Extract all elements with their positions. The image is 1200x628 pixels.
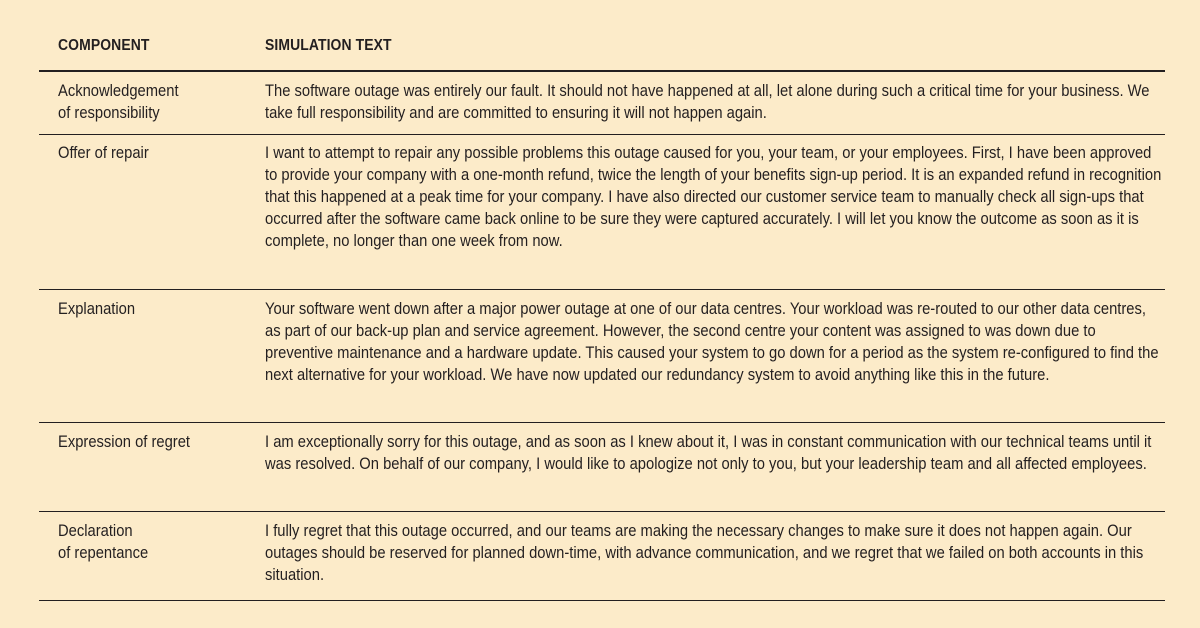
component-cell	[39, 431, 265, 453]
component-label: Acknowledgement of responsibility	[58, 82, 179, 122]
simulation-text-cell	[265, 142, 1200, 252]
table-header-row	[39, 26, 1165, 72]
component-label: Expression of regret	[58, 433, 191, 451]
table-row	[39, 290, 1165, 423]
table-row	[39, 512, 1165, 601]
component-cell	[39, 298, 265, 320]
simulation-text: I fully regret that this outage occurred, and our teams are making the necessary changes to make sure it does not happen again. Our outages should be reserved for planned down-time, with advance communication, and we regret that we failed on both accounts in this situation.	[265, 522, 1144, 584]
simulation-text: Your software went down after a major power outage at one of our data centres. Your workload was re-routed to our other data centres, as part of our back-up plan and service agreement. However, the second centre your content was assigned to was down due to preventive maintenance and a hardware update. This caused your system to go down for a period as the system re-configured to find the next alternative for your workload. We have now updated our redundancy system to avoid anything like this in the future.	[265, 300, 1159, 384]
component-cell	[39, 142, 265, 164]
simulation-text: I am exceptionally sorry for this outage, and as soon as I knew about it, I was in constant communication with our technical teams until it was resolved. On behalf of our company, I would like to apologize not only to you, but your leadership team and all affected employees.	[265, 433, 1152, 473]
simulation-text-cell	[265, 431, 1200, 475]
header-cell-component	[39, 37, 265, 55]
table-row	[39, 135, 1165, 290]
simulation-text: The software outage was entirely our fault. It should not have happened at all, let alone during such a critical time for your business. We take full responsibility and are committed to ensuring it will not happen again.	[265, 82, 1150, 122]
apology-components-table	[39, 26, 1165, 601]
component-label: Explanation	[58, 300, 136, 318]
table-row	[39, 72, 1165, 135]
simulation-text: I want to attempt to repair any possible problems this outage caused for you, your team, or your employees. First, I have been approved to provide your company with a one-month refund, twice the length of your benefits sign-up period. It is an expanded refund in recognition that this happened at a peak time for your company. I have also directed our customer service team to manually check all sign-ups that occurred after the software came back online to be sure they were captured accurately. I will let you know the outcome as soon as it is complete, no longer than one week from now.	[265, 144, 1162, 250]
component-label: Offer of repair	[58, 144, 149, 162]
table-row	[39, 423, 1165, 512]
component-label: Declaration of repentance	[58, 522, 149, 562]
component-cell	[39, 80, 265, 124]
simulation-text-cell	[265, 298, 1200, 386]
simulation-text-cell	[265, 80, 1200, 124]
simulation-text-cell	[265, 520, 1200, 586]
component-cell	[39, 520, 265, 564]
header-label-simulation-text: SIMULATION TEXT	[265, 37, 392, 54]
header-label-component: COMPONENT	[58, 37, 150, 54]
header-cell-simulation-text	[265, 37, 1165, 55]
